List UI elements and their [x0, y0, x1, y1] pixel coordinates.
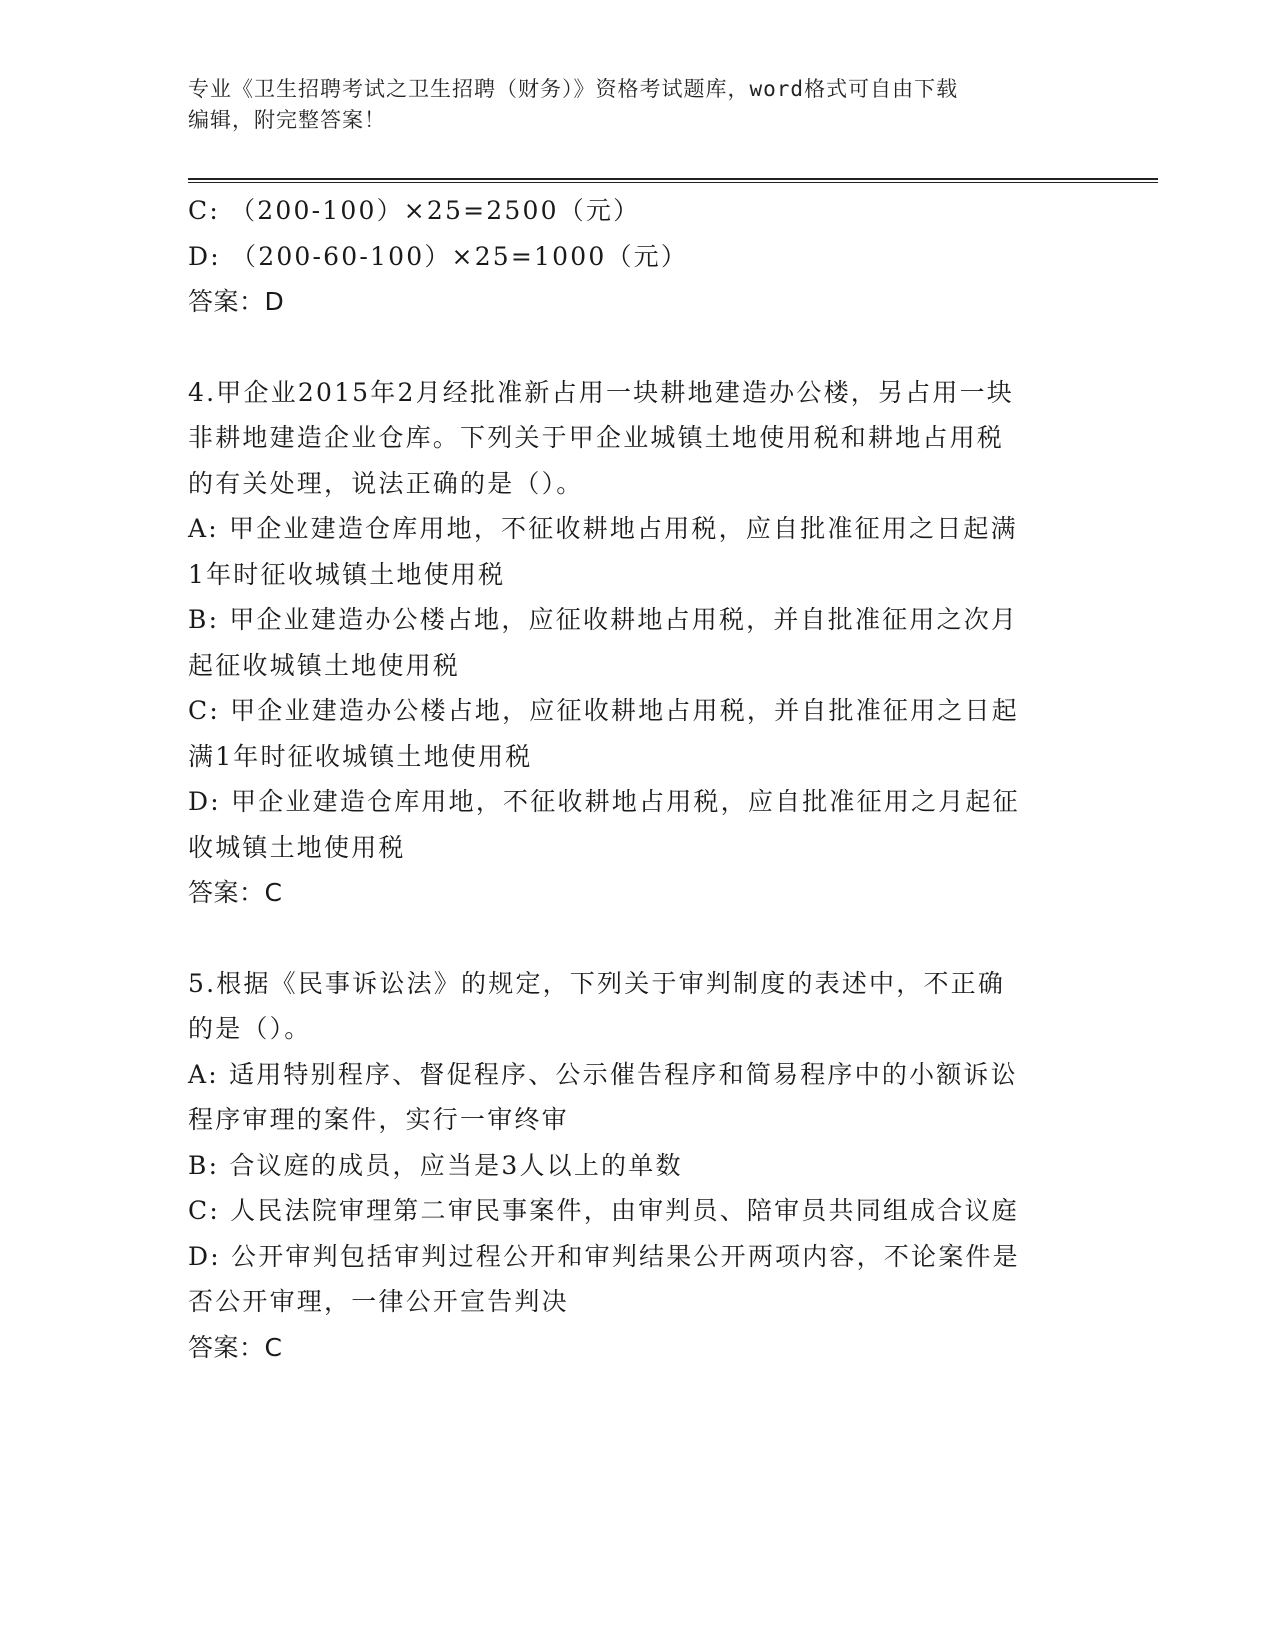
- q3-option-d: D: （200-60-100）×25=1000（元）: [188, 241, 689, 271]
- q3-option-c: C: （200-100）×25=2500（元）: [188, 196, 641, 225]
- q4-stem-line-2: 非耕地建造企业仓库。下列关于甲企业城镇土地使用税和耕地占用税: [188, 423, 1005, 452]
- q4-option-b-line-1: B: 甲企业建造办公楼占地，应征收耕地占用税，并自批准征用之次月: [188, 605, 1019, 634]
- q5-option-d-line-2: 否公开审理，一律公开宣告判决: [188, 1287, 569, 1316]
- header-divider: [188, 178, 1158, 183]
- q3-answer: 答案：D: [188, 287, 285, 316]
- q5-option-a-line-2: 程序审理的案件，实行一审终审: [188, 1105, 569, 1134]
- q4-option-d-line-1: D: 甲企业建造仓库用地，不征收耕地占用税，应自批准征用之月起征: [188, 787, 1020, 816]
- document-body: [188, 188, 1088, 1370]
- q4-option-c-line-1: C: 甲企业建造办公楼占地，应征收耕地占用税，并自批准征用之日起: [188, 696, 1019, 725]
- q4-option-a-line-2: 1年时征收城镇土地使用税: [188, 559, 506, 589]
- q5-stem-line-1: 5.根据《民事诉讼法》的规定，下列关于审判制度的表述中，不正确: [188, 968, 1006, 998]
- q5-option-d-line-1: D: 公开审判包括审判过程公开和审判结果公开两项内容，不论案件是: [188, 1241, 1020, 1271]
- question-5: [188, 961, 1088, 1371]
- q4-answer: 答案：C: [188, 878, 283, 907]
- spacer: [188, 916, 1088, 961]
- q4-stem-line-1: 4.甲企业2015年2月经批准新占用一块耕地建造办公楼，另占用一块: [188, 377, 1014, 407]
- header-line-2: 编辑，附完整答案！: [188, 108, 386, 132]
- q4-option-b-line-2: 起征收城镇土地使用税: [188, 650, 461, 680]
- header-line-1: 专业《卫生招聘考试之卫生招聘（财务）》资格考试题库，word格式可自由下载: [188, 77, 959, 101]
- q5-answer: 答案：C: [188, 1332, 283, 1362]
- spacer: [188, 325, 1088, 370]
- q4-option-c-line-2: 满1年时征收城镇土地使用税: [188, 741, 533, 771]
- page-header: [188, 74, 1068, 136]
- q5-option-c-line-1: C: 人民法院审理第二审民事案件，由审判员、陪审员共同组成合议庭: [188, 1196, 1019, 1225]
- q5-stem-line-2: 的是（）。: [188, 1014, 312, 1043]
- q4-option-a-line-1: A: 甲企业建造仓库用地，不征收耕地占用税，应自批准征用之日起满: [188, 514, 1018, 543]
- question-4: [188, 370, 1088, 916]
- q5-option-b-line-1: B: 合议庭的成员，应当是3人以上的单数: [188, 1150, 683, 1180]
- q5-option-a-line-1: A: 适用特别程序、督促程序、公示催告程序和简易程序中的小额诉讼: [188, 1059, 1018, 1089]
- question-3-tail: [188, 188, 1088, 325]
- q4-stem-line-3: 的有关处理，说法正确的是（）。: [188, 468, 584, 498]
- q4-option-d-line-2: 收城镇土地使用税: [188, 832, 406, 862]
